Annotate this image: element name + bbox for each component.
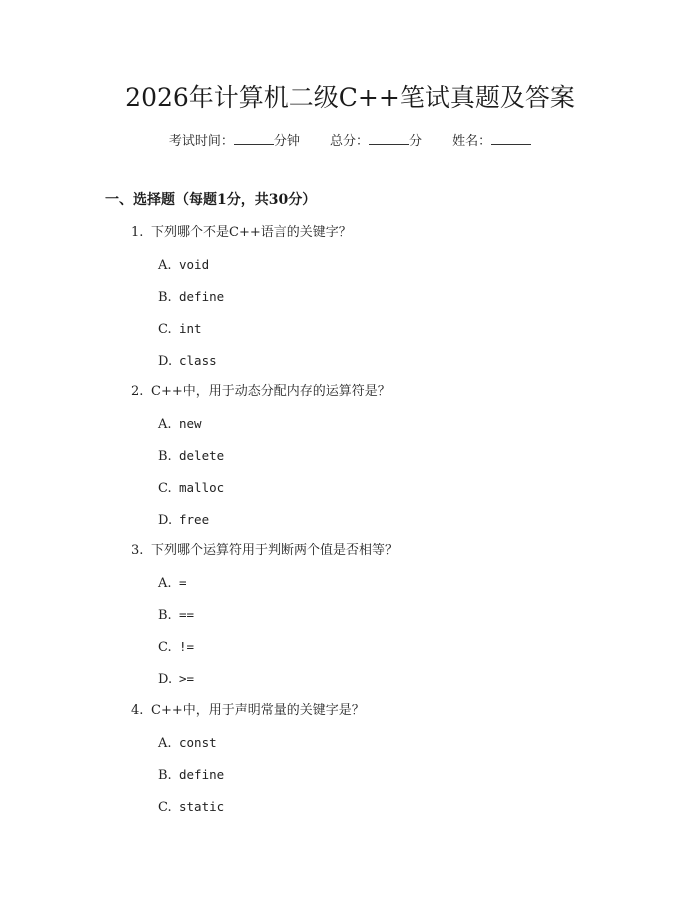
question-4-option-a (158, 733, 217, 754)
option-letter: C. (158, 640, 172, 655)
question-1-option-c (158, 319, 202, 340)
question-text: C++中，用于动态分配内存的运算符是？ (151, 384, 391, 399)
option-letter: A. (158, 736, 172, 751)
question-text: 下列哪个不是C++语言的关键字？ (151, 225, 352, 240)
student-name-blank (491, 131, 531, 145)
option-letter: D. (158, 354, 173, 369)
exam-time-field (169, 131, 300, 152)
option-text: static (179, 799, 225, 814)
question-number: 3. (131, 543, 144, 558)
question-3-option-a (158, 573, 187, 594)
student-name-field (452, 131, 531, 152)
question-3 (131, 541, 398, 561)
question-number: 2. (131, 384, 144, 399)
option-text: free (179, 512, 210, 527)
option-text: != (179, 639, 195, 654)
question-1-option-d (158, 351, 217, 372)
question-2-option-d (158, 510, 209, 531)
question-4-option-b (158, 765, 224, 786)
document-title: 2026年计算机二级C++笔试真题及答案 (125, 83, 575, 112)
question-2 (131, 382, 391, 402)
question-3-option-d (158, 669, 194, 690)
option-letter: B. (158, 290, 172, 305)
option-text: define (179, 289, 225, 304)
question-2-option-a (158, 414, 202, 435)
option-letter: D. (158, 672, 173, 687)
question-4 (131, 701, 365, 721)
option-letter: B. (158, 768, 172, 783)
option-text: class (179, 353, 217, 368)
option-letter: C. (158, 481, 172, 496)
exam-time-label: 考试时间： (168, 134, 234, 149)
option-text: malloc (179, 480, 225, 495)
option-text: const (179, 735, 217, 750)
option-letter: D. (158, 513, 173, 528)
exam-meta-line (0, 131, 700, 152)
option-letter: A. (158, 258, 172, 273)
option-text: >= (179, 671, 195, 686)
section-title: 一、选择题（每题1分，共30分） (105, 192, 317, 208)
exam-time-unit: 分钟 (273, 134, 300, 149)
option-text: new (179, 416, 202, 431)
option-text: == (179, 607, 195, 622)
question-2-option-b (158, 446, 224, 467)
option-letter: B. (158, 449, 172, 464)
question-2-option-c (158, 478, 224, 499)
question-1-option-a (158, 255, 209, 276)
total-score-unit: 分 (409, 134, 423, 149)
question-3-option-b (158, 605, 194, 626)
student-name-label: 姓名： (452, 134, 492, 149)
question-1 (131, 223, 352, 243)
option-text: delete (179, 448, 225, 463)
question-text: 下列哪个运算符用于判断两个值是否相等？ (151, 543, 399, 558)
exam-time-blank (234, 131, 274, 145)
option-letter: C. (158, 322, 172, 337)
option-text: void (179, 257, 210, 272)
question-number: 1. (131, 225, 144, 240)
option-letter: C. (158, 800, 172, 815)
option-text: define (179, 767, 225, 782)
question-number: 4. (131, 703, 144, 718)
question-4-option-c (158, 797, 224, 818)
option-letter: A. (158, 417, 172, 432)
total-score-blank (369, 131, 409, 145)
question-3-option-c (158, 637, 194, 658)
total-score-field (330, 131, 422, 152)
total-score-label: 总分： (329, 134, 369, 149)
question-text: C++中，用于声明常量的关键字是？ (151, 703, 365, 718)
option-letter: B. (158, 608, 172, 623)
option-text: int (179, 321, 202, 336)
option-text: = (179, 575, 187, 590)
option-letter: A. (158, 576, 172, 591)
question-1-option-b (158, 287, 224, 308)
